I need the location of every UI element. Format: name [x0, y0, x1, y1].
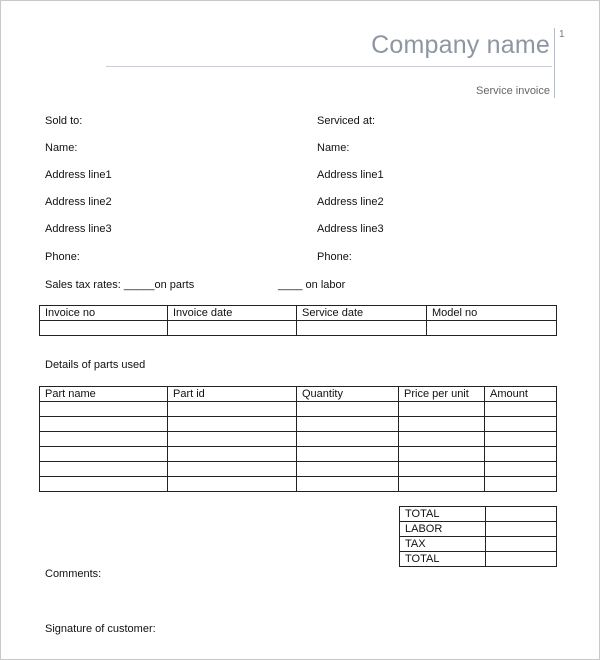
serviced-at-phone-label: Phone: [317, 251, 352, 263]
header-vertical-rule [554, 28, 555, 98]
sold-to-phone-label: Phone: [45, 251, 80, 263]
price-per-unit-cell[interactable] [399, 432, 485, 447]
model-no-cell[interactable] [427, 321, 557, 336]
invoice-info-entry-row [40, 321, 557, 336]
invoice-info-table [39, 305, 557, 336]
invoice-info-header-row [40, 306, 557, 321]
amount-header: Amount [485, 387, 557, 402]
header-rule [106, 66, 552, 67]
amount-cell[interactable] [485, 477, 557, 492]
part-id-cell[interactable] [168, 462, 297, 477]
serviced-at-address3-label: Address line3 [317, 223, 384, 235]
quantity-header: Quantity [297, 387, 399, 402]
invoice-date-cell[interactable] [168, 321, 297, 336]
document-subtitle: Service invoice [476, 85, 550, 97]
sold-to-address3-label: Address line3 [45, 223, 112, 235]
serviced-at-address2-label: Address line2 [317, 196, 384, 208]
tax-value-cell[interactable] [486, 537, 557, 552]
sold-to-address1-label: Address line1 [45, 169, 112, 181]
amount-cell[interactable] [485, 417, 557, 432]
quantity-cell[interactable] [297, 477, 399, 492]
part-name-cell[interactable] [40, 432, 168, 447]
tax-label: TAX [400, 537, 486, 552]
parts-table [39, 386, 557, 492]
quantity-cell[interactable] [297, 462, 399, 477]
part-name-cell[interactable] [40, 447, 168, 462]
part-name-cell[interactable] [40, 477, 168, 492]
parts-row [40, 447, 557, 462]
sold-to-address2-label: Address line2 [45, 196, 112, 208]
part-id-cell[interactable] [168, 447, 297, 462]
grand-total-value-cell[interactable] [486, 552, 557, 567]
part-name-cell[interactable] [40, 417, 168, 432]
sales-tax-labor: ____ on labor [278, 279, 346, 291]
labor-value-cell[interactable] [486, 522, 557, 537]
part-name-cell[interactable] [40, 402, 168, 417]
price-per-unit-cell[interactable] [399, 477, 485, 492]
price-per-unit-cell[interactable] [399, 417, 485, 432]
parts-section-title: Details of parts used [45, 359, 146, 371]
totals-row [400, 522, 557, 537]
invoice-date-header: Invoice date [168, 306, 297, 321]
serviced-at-name-label: Name: [317, 142, 350, 154]
part-id-cell[interactable] [168, 402, 297, 417]
price-per-unit-cell[interactable] [399, 447, 485, 462]
parts-row [40, 402, 557, 417]
totals-row [400, 537, 557, 552]
part-name-header: Part name [40, 387, 168, 402]
grand-total-label: TOTAL [400, 552, 486, 567]
quantity-cell[interactable] [297, 402, 399, 417]
part-id-cell[interactable] [168, 477, 297, 492]
sold-to-heading: Sold to: [45, 115, 83, 127]
part-id-cell[interactable] [168, 432, 297, 447]
parts-row [40, 432, 557, 447]
price-per-unit-header: Price per unit [399, 387, 485, 402]
parts-row [40, 462, 557, 477]
sales-tax-parts: Sales tax rates: _____on parts [45, 279, 195, 291]
totals-table [399, 506, 557, 567]
part-id-header: Part id [168, 387, 297, 402]
invoice-no-cell[interactable] [40, 321, 168, 336]
part-name-cell[interactable] [40, 462, 168, 477]
comments-label: Comments: [45, 568, 102, 580]
amount-cell[interactable] [485, 402, 557, 417]
sold-to-name-label: Name: [45, 142, 78, 154]
totals-row [400, 507, 557, 522]
serviced-at-address1-label: Address line1 [317, 169, 384, 181]
service-date-cell[interactable] [297, 321, 427, 336]
subtotal-value-cell[interactable] [486, 507, 557, 522]
parts-row [40, 477, 557, 492]
quantity-cell[interactable] [297, 417, 399, 432]
model-no-header: Model no [427, 306, 557, 321]
parts-header-row [40, 387, 557, 402]
totals-row [400, 552, 557, 567]
amount-cell[interactable] [485, 432, 557, 447]
service-date-header: Service date [297, 306, 427, 321]
subtotal-label: TOTAL [400, 507, 486, 522]
serviced-at-heading: Serviced at: [317, 115, 376, 127]
company-name: Company name [371, 31, 550, 59]
signature-label: Signature of customer: [45, 623, 156, 635]
price-per-unit-cell[interactable] [399, 402, 485, 417]
labor-label: LABOR [400, 522, 486, 537]
part-id-cell[interactable] [168, 417, 297, 432]
amount-cell[interactable] [485, 447, 557, 462]
invoice-no-header: Invoice no [40, 306, 168, 321]
page-number: 1 [559, 29, 565, 40]
quantity-cell[interactable] [297, 432, 399, 447]
quantity-cell[interactable] [297, 447, 399, 462]
parts-row [40, 417, 557, 432]
price-per-unit-cell[interactable] [399, 462, 485, 477]
amount-cell[interactable] [485, 462, 557, 477]
